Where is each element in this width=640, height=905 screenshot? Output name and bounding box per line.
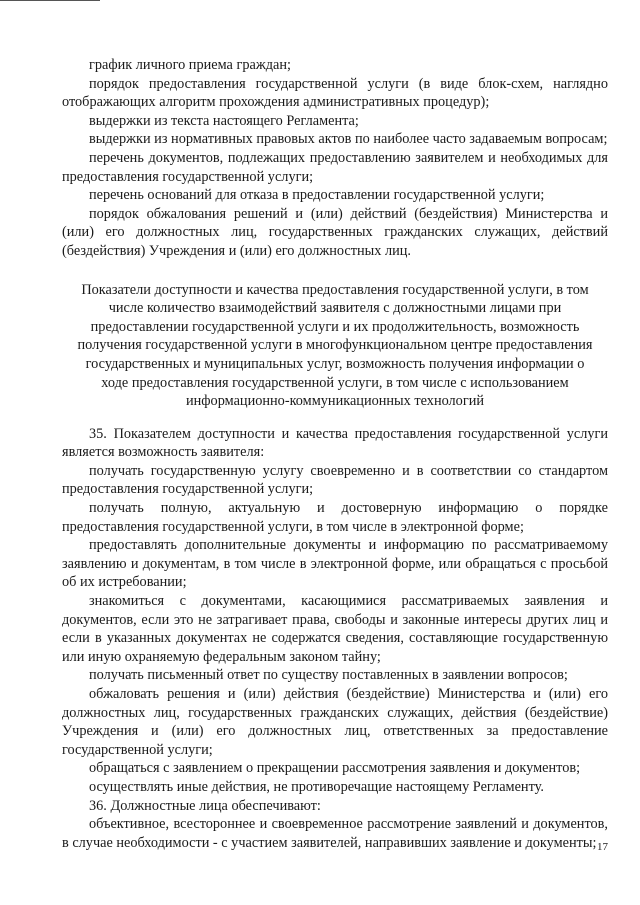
- heading-line: государственных и муниципальных услуг, возможность получения информации о: [85, 355, 585, 372]
- info-list: [62, 56, 608, 261]
- list-item: перечень оснований для отказа в предоставлении государственной услуги;: [89, 187, 545, 204]
- heading-line: получения государственной услуги в многофункциональном центре предоставления: [77, 337, 593, 354]
- list-item: обжаловать решения и (или) действия (бездействие) Министерства и (или) его должностных лиц, государственных гражданских служащих, действия (бездействие) Учреждения и (или) его должностных лиц, ответственных за предоставление государственной услуги;: [62, 686, 608, 758]
- heading-line: числе количество взаимодействий заявителя с должностными лицами при: [108, 300, 562, 317]
- list-item: предоставлять дополнительные документы и информацию по рассматриваемому заявлению и документам, в том числе в электронной форме, или обращаться с просьбой об их истребовании;: [62, 537, 608, 591]
- list-item: знакомиться с документами, касающимися рассматриваемых заявления и документов, если это не затрагивает права, свободы и законные интересы других лиц и если в указанных документах не содержатся сведения, составляющие государственную или иную охраняемую федеральным законом тайну;: [62, 593, 608, 665]
- list-item: получать государственную услугу своевременно и в соответствии со стандартом предоставления государственной услуги;: [62, 462, 608, 498]
- document-page: [62, 56, 608, 852]
- heading-line: ходе предоставления государственной услуги, в том числе с использованием: [101, 374, 569, 391]
- heading-line: Показатели доступности и качества предоставления государственной услуги, в том: [81, 281, 589, 298]
- section-heading: [62, 281, 608, 411]
- section-35-intro: 35. Показателем доступности и качества предоставления государственной услуги является возможность заявителя:: [62, 425, 608, 461]
- list-item: выдержки из текста настоящего Регламента;: [89, 112, 359, 129]
- list-item: обращаться с заявлением о прекращении рассмотрения заявления и документов;: [89, 760, 581, 777]
- heading-line: информационно-коммуникационных технологий: [185, 393, 484, 410]
- section-35: [62, 425, 608, 797]
- top-edge-rule: [0, 0, 100, 1]
- list-item: порядок предоставления государственной услуги (в виде блок-схем, наглядно отображающих алгоритм прохождения административных процедур);: [62, 75, 608, 111]
- list-item: объективное, всестороннее и своевременное рассмотрение заявлений и документов, в случае необходимости - с участием заявителей, направивших заявление и документы;: [62, 816, 608, 851]
- list-item: получать письменный ответ по существу поставленных в заявлении вопросов;: [89, 667, 568, 684]
- section-36-intro: 36. Должностные лица обеспечивают:: [89, 797, 321, 814]
- list-item: осуществлять иные действия, не противоречащие настоящему Регламенту.: [89, 778, 544, 795]
- page-number: 17: [597, 841, 608, 853]
- list-item: выдержки из нормативных правовых актов по наиболее часто задаваемым вопросам;: [89, 131, 608, 148]
- heading-line: предоставлении государственной услуги и их продолжительность, возможность: [90, 318, 580, 335]
- list-item: порядок обжалования решений и (или) действий (бездействия) Министерства и (или) его должностных лиц, государственных гражданских служащих, действий (бездействия) Учреждения и (или) его должностных лиц.: [62, 205, 608, 259]
- section-36: [62, 797, 608, 853]
- list-item: перечень документов, подлежащих предоставлению заявителем и необходимых для предоставления государственной услуги;: [62, 149, 608, 185]
- list-item: график личного приема граждан;: [89, 57, 291, 73]
- list-item: получать полную, актуальную и достоверную информацию о порядке предоставления государственной услуги, в том числе в электронной форме;: [62, 500, 608, 535]
